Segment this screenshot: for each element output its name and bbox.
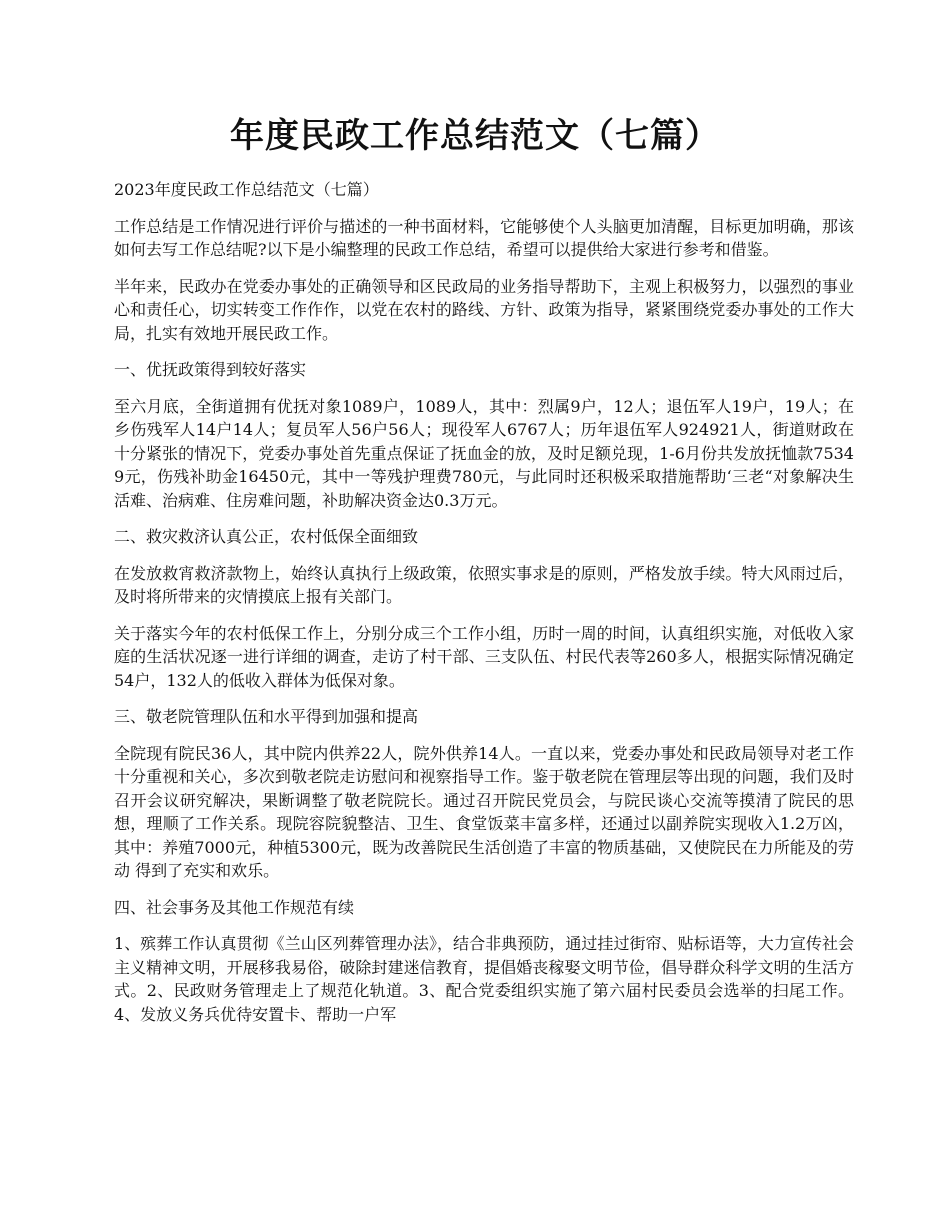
section-heading-1: 一、优抚政策得到较好落实 [114, 360, 307, 379]
document-title: 年度民政工作总结范文（七篇） [230, 116, 720, 156]
section-heading-4: 四、社会事务及其他工作规范有续 [114, 897, 355, 917]
section-heading-3: 三、敬老院管理队伍和水平得到加强和提高 [114, 707, 419, 726]
section-2-paragraph-1: 在发放救宵救济款物上，始终认真执行上级政策，依照实事求是的原则，严格发放手续。特大风雨过后，及时将所带来的灾情摸底上报有关部门。 [114, 563, 854, 606]
intro-paragraph: 工作总结是工作情况进行评价与描述的一种书面材料，它能够使个人头脑更加清醒，目标更加明确，那该如何去写工作总结呢?以下是小编整理的民政工作总结，希望可以提供给大家进行参考和借鉴。 [114, 216, 854, 259]
section-3-paragraph: 全院现有院民36人，其中院内供养22人，院外供养14人。一直以来，党委办事处和民政局领导对老工作十分重视和关心，多次到敬老院走访慰问和视察指导工作。鉴于敬老院在管理层等出现的问题，我们及时召开会议研究解决，果断调整了敬老院院长。通过召开院民党员会，与院民谈心交流等摸清了院民的思想，理顺了工作关系。现院容院貌整洁、卫生、食堂饭菜丰富多样，还通过以副养院实现收入1.2万凶，其中：养殖7000元，种植5300元，既为改善院民生活创造了丰富的物质基础，又使院民在力所能及的劳动 得到了充实和欢乐。 [114, 743, 854, 880]
document-body [114, 178, 854, 1039]
section-1-paragraph: 至六月底，全街道拥有优抚对象1089户，1089人，其中：烈属9户，12人；退伍军人19户，19人；在乡伤残军人14户14人；复员军人56户56人；现役军人6767人；历年退伍军人924921人，街道财政在十分紧张的情况下，党委办事处首先重点保证了抚血金的放，及时足额兑现，1-6月份共发放抚恤款75349元，伤残补助金16450元，其中一等残护理费780元，与此同时还积极采取措施帮助‘三老“对象解决生活难、治病难、住房难问题，补助解决资金达0.3万元。 [114, 396, 854, 510]
subtitle-paragraph: 2023年度民政工作总结范文（七篇） [114, 180, 379, 199]
section-2-paragraph-2: 关于落实今年的农村低保工作上，分别分成三个工作小组，历时一周的时间，认真组织实施，对低收入家庭的生活状况逐一进行详细的调查，走访了村干部、三支队伍、村民代表等260多人，根据实际情况确定54户，132人的低收入群体为低保对象。 [114, 623, 854, 690]
section-heading-2: 二、救灾救济认真公正，农村低保全面细致 [114, 527, 419, 546]
overview-paragraph: 半年来，民政办在党委办事处的正确领导和区民政局的业务指导帮助下，主观上积极努力，以强烈的事业心和责任心，切实转变工作作作，以党在农村的路线、方针、政策为指导，紧紧围绕党委办事处的工作大局，扎实有效地开展民政工作。 [114, 276, 854, 343]
section-4-paragraph: 1、殡葬工作认真贯彻《兰山区列葬管理办法》，结合非典预防，通过挂过街帘、贴标语等，大力宣传社会主义精神文明，开展移我易俗，破除封建迷信教育，提倡婚丧稼娶文明节俭，倡导群众科学文明的生活方式。2、民政财务管理走上了规范化轨道。3、配合党委组织实施了第六届村民委员会选举的扫尾工作。4、发放义务兵优待安置卡、帮助一户军 [114, 934, 854, 1024]
